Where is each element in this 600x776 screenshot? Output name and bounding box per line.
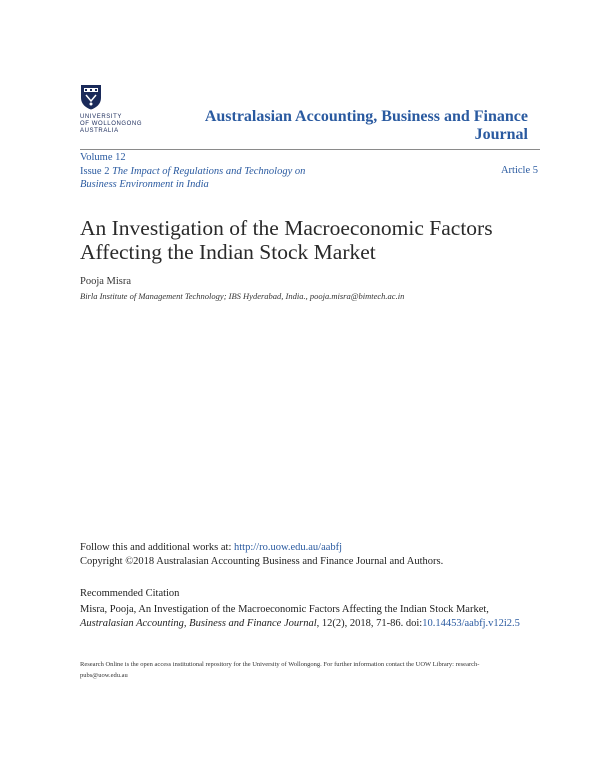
university-logo	[80, 84, 150, 135]
author-affiliation: Birla Institute of Management Technology; IBS Hyderabad, India., pooja.misra@bimtech.ac.in	[80, 291, 405, 301]
logo-line-wollongong: OF WOLLONGONG	[80, 121, 143, 127]
header-divider	[80, 149, 540, 150]
logo-line-university: UNIVERSITY	[80, 114, 123, 120]
follow-works	[80, 542, 342, 553]
issue-number: Issue 2	[80, 166, 110, 177]
article-title: An Investigation of the Macroeconomic Factors Affecting the Indian Stock Market	[80, 216, 493, 264]
author-name: Pooja Misra	[80, 276, 132, 287]
copyright-notice: Copyright ©2018 Australasian Accounting Business and Finance Journal and Authors.	[80, 556, 444, 567]
citation-details: , 12(2), 2018, 71-86. doi:	[316, 618, 423, 629]
issue-title: The Impact of Regulations and Technology on Business Environment in India	[80, 166, 306, 190]
citation-journal: Australasian Accounting, Business and Finance Journal	[80, 618, 317, 629]
doi-link[interactable]: 10.14453/aabfj.v12i2.5	[422, 618, 520, 629]
journal-title[interactable]: Australasian Accounting, Business and Finance Journal	[204, 108, 528, 143]
recommended-citation-heading: Recommended Citation	[80, 588, 180, 599]
logo-line-australia: AUSTRALIA	[80, 128, 119, 134]
citation-line-2	[80, 618, 520, 629]
issue-link[interactable]	[80, 165, 340, 191]
follow-text: Follow this and additional works at:	[80, 542, 234, 553]
volume-link[interactable]: Volume 12	[80, 152, 126, 163]
uow-crest-icon	[80, 84, 102, 110]
article-number-link[interactable]: Article 5	[500, 165, 538, 176]
citation-line-1: Misra, Pooja, An Investigation of the Macroeconomic Factors Affecting the Indian Stock Market,	[80, 604, 489, 615]
repository-link[interactable]: http://ro.uow.edu.au/aabfj	[234, 542, 343, 553]
repository-footer-note: Research Online is the open access institutional repository for the University of Wollongong. For further information contact the UOW Library: research-pubs@uow.edu.au	[80, 661, 480, 679]
